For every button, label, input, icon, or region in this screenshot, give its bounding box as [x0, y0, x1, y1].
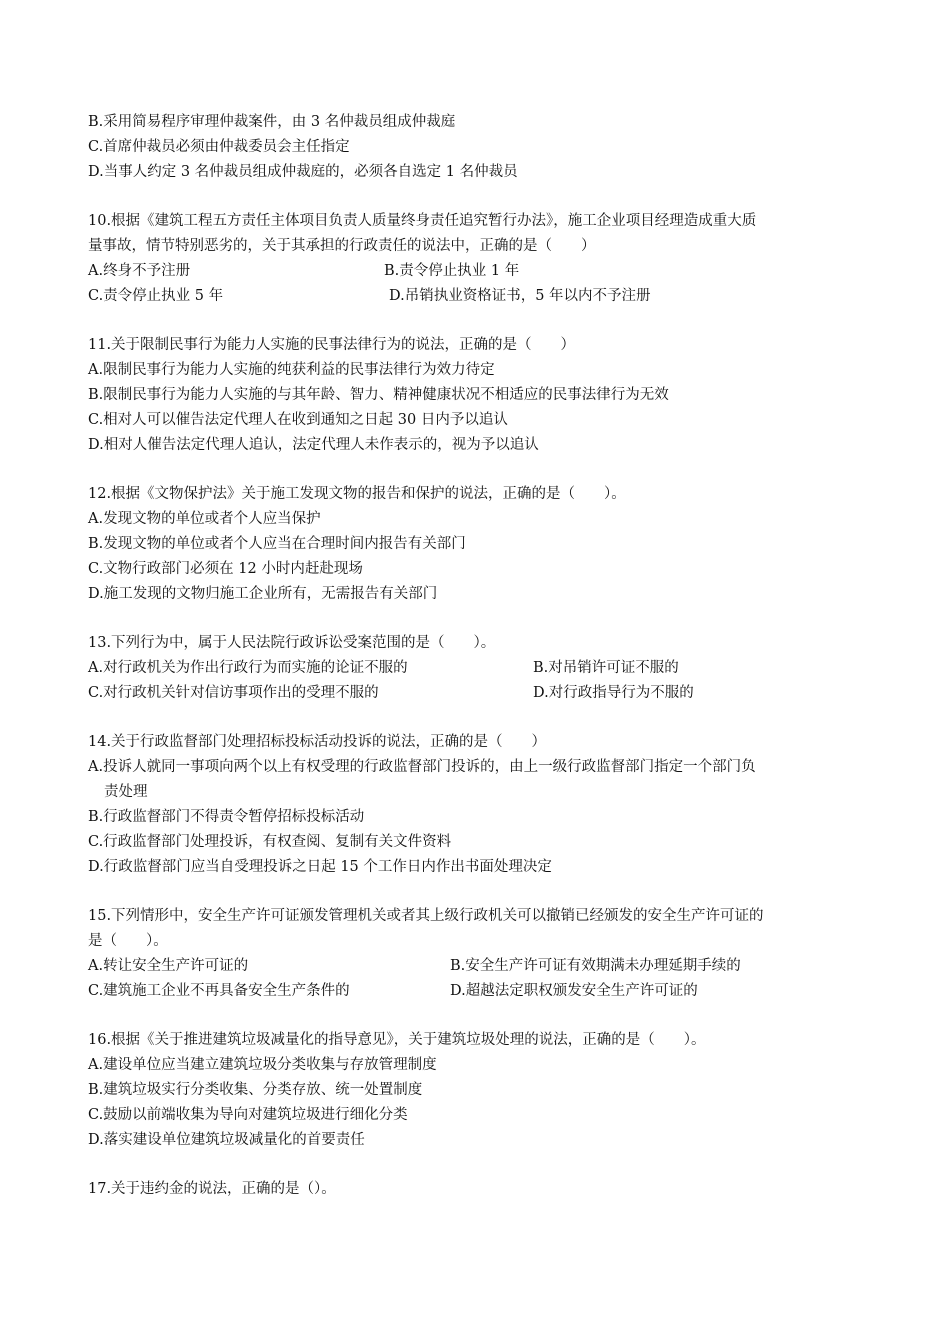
q11-option-b: B.限制民事行为能力人实施的与其年龄、智力、精神健康状况不相适应的民事法律行为无效 — [88, 387, 669, 403]
exam-page — [88, 110, 868, 1202]
q12-option-c: C.文物行政部门必须在 12 小时内赶赴现场 — [88, 561, 363, 577]
q10-option-d: D.吊销执业资格证书，5 年以内不予注册 — [389, 288, 651, 304]
q9-option-d: D.当事人约定 3 名仲裁员组成仲裁庭的，必须各自选定 1 名仲裁员 — [88, 164, 518, 180]
q12-option-d: D.施工发现的文物归施工企业所有，无需报告有关部门 — [88, 586, 438, 602]
q15-option-c: C.建筑施工企业不再具备安全生产条件的 — [88, 983, 350, 999]
q14-option-d: D.行政监督部门应当自受理投诉之日起 15 个工作日内作出书面处理决定 — [88, 859, 552, 875]
q13-option-c: C.对行政机关针对信访事项作出的受理不服的 — [88, 685, 379, 701]
q15-option-b: B.安全生产许可证有效期满未办理延期手续的 — [450, 958, 741, 974]
q13-options-row-2 — [88, 681, 868, 706]
q9-option-c: C.首席仲裁员必须由仲裁委员会主任指定 — [88, 139, 350, 155]
q13-option-d: D.对行政指导行为不服的 — [533, 685, 694, 701]
q14-stem: 14.关于行政监督部门处理招标投标活动投诉的说法，正确的是（ ） — [88, 734, 547, 750]
q13-option-b: B.对吊销许可证不服的 — [533, 660, 679, 676]
q14-option-a-cont: 责处理 — [104, 784, 148, 800]
q10-options-row-1 — [88, 259, 868, 284]
q11-stem: 11.关于限制民事行为能力人实施的民事法律行为的说法，正确的是（ ） — [88, 337, 576, 353]
q10-option-b: B.责令停止执业 1 年 — [384, 263, 520, 279]
q14-option-a: A.投诉人就同一事项向两个以上有权受理的行政监督部门投诉的，由上一级行政监督部门指定一个部门负 — [88, 759, 756, 775]
q14-option-b: B.行政监督部门不得责令暂停招标投标活动 — [88, 809, 365, 825]
q9-option-b: B.采用简易程序审理仲裁案件，由 3 名仲裁员组成仲裁庭 — [88, 114, 456, 130]
q10-option-c: C.责令停止执业 5 年 — [88, 288, 224, 304]
q15-stem-cont: 是（ ）。 — [88, 933, 168, 949]
q10-stem-cont: 量事故，情节特别恶劣的，关于其承担的行政责任的说法中，正确的是（ ） — [88, 238, 596, 254]
q13-option-a: A.对行政机关为作出行政行为而实施的论证不服的 — [88, 660, 408, 676]
q16-option-c: C.鼓励以前端收集为导向对建筑垃圾进行细化分类 — [88, 1107, 408, 1123]
q16-option-a: A.建设单位应当建立建筑垃圾分类收集与存放管理制度 — [88, 1057, 437, 1073]
q11-option-a: A.限制民事行为能力人实施的纯获利益的民事法律行为效力待定 — [88, 362, 495, 378]
q11-option-c: C.相对人可以催告法定代理人在收到通知之日起 30 日内予以追认 — [88, 412, 508, 428]
q12-option-a: A.发现文物的单位或者个人应当保护 — [88, 511, 321, 527]
q17-stem: 17.关于违约金的说法，正确的是（）。 — [88, 1181, 336, 1197]
q12-option-b: B.发现文物的单位或者个人应当在合理时间内报告有关部门 — [88, 536, 466, 552]
q12-stem: 12.根据《文物保护法》关于施工发现文物的报告和保护的说法，正确的是（ ）。 — [88, 486, 626, 502]
q16-option-d: D.落实建设单位建筑垃圾减量化的首要责任 — [88, 1132, 365, 1148]
q10-options-row-2 — [88, 284, 868, 309]
q13-options-row-1 — [88, 656, 868, 681]
q15-option-a: A.转让安全生产许可证的 — [88, 958, 249, 974]
q14-option-c: C.行政监督部门处理投诉，有权查阅、复制有关文件资料 — [88, 834, 452, 850]
q15-option-d: D.超越法定职权颁发安全生产许可证的 — [450, 983, 698, 999]
q11-option-d: D.相对人催告法定代理人追认，法定代理人未作表示的，视为予以追认 — [88, 437, 539, 453]
q16-stem: 16.根据《关于推进建筑垃圾减量化的指导意见》，关于建筑垃圾处理的说法，正确的是（ ）。 — [88, 1032, 706, 1048]
q10-option-a: A.终身不予注册 — [88, 263, 191, 279]
q16-option-b: B.建筑垃圾实行分类收集、分类存放、统一处置制度 — [88, 1082, 423, 1098]
q10-stem: 10.根据《建筑工程五方责任主体项目负责人质量终身责任追究暂行办法》，施工企业项目经理造成重大质 — [88, 213, 757, 229]
q15-options-row-1 — [88, 954, 868, 979]
q15-options-row-2 — [88, 979, 868, 1004]
q15-stem: 15.下列情形中，安全生产许可证颁发管理机关或者其上级行政机关可以撤销已经颁发的安全生产许可证的 — [88, 908, 764, 924]
q13-stem: 13.下列行为中，属于人民法院行政诉讼受案范围的是（ ）。 — [88, 635, 496, 651]
